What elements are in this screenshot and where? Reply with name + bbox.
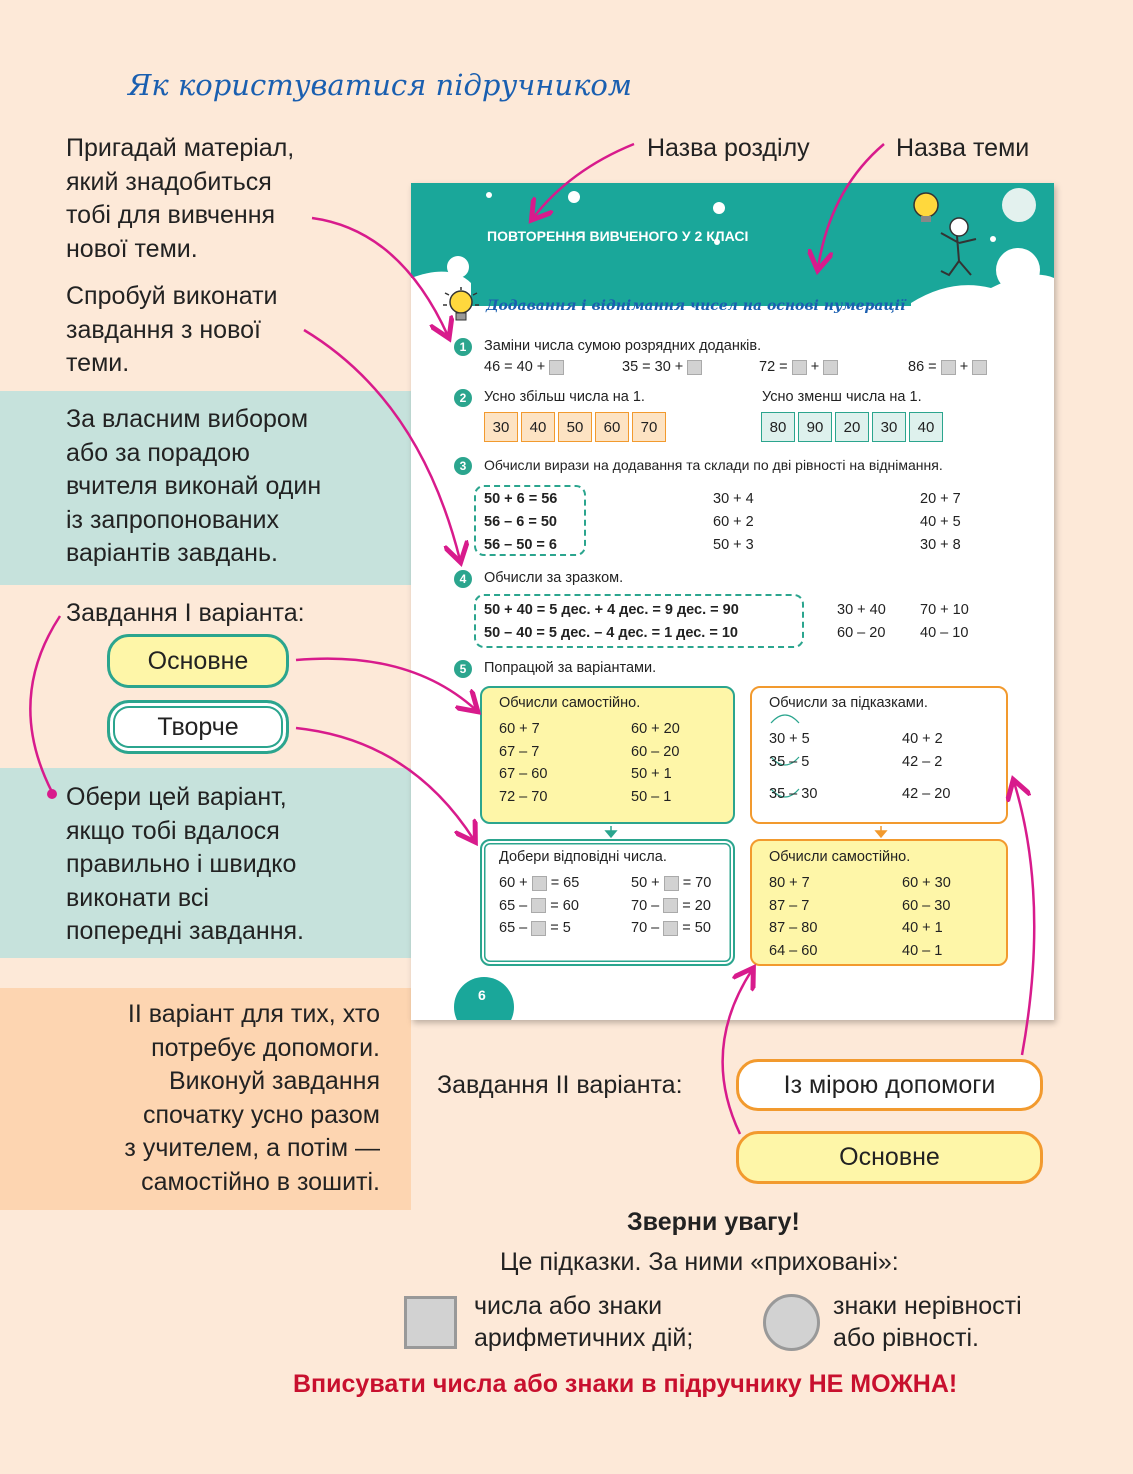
- choice-text: За власним вибором або за порадою вчителя виконай один із запропонованих варіантів завдань.: [66, 405, 322, 567]
- variant2-basic-pill: Основне: [736, 1131, 1043, 1184]
- creative-note: Обери цей варіант, якщо тобі вдалося правильно і швидко виконати всі попередні завдання.: [66, 783, 304, 945]
- task1-item: 72 = +: [759, 359, 838, 375]
- task-number: 1: [454, 338, 472, 356]
- notice-heading: Зверни увагу!: [627, 1208, 800, 1236]
- topic-title: Додавання і віднімання чисел на основі нумерації: [486, 298, 906, 314]
- task-number: 3: [454, 457, 472, 475]
- number-cell: 80: [761, 412, 795, 442]
- box-title: Добери відповідні числа.: [499, 849, 667, 865]
- task-number: 4: [454, 570, 472, 588]
- circle-hint-icon: [763, 1294, 820, 1351]
- task1-item: 86 = +: [908, 359, 987, 375]
- task3-col3: 20 + 7 40 + 5 30 + 8: [920, 491, 961, 553]
- variant2-help-pill: Із мірою допомоги: [736, 1059, 1043, 1111]
- task3-text: Обчисли вирази на додавання та склади по дві рівності на віднімання.: [484, 457, 943, 473]
- circle-hint-text: знаки нерівності або рівності.: [833, 1292, 1022, 1352]
- box-col-a: 60 + = 65 65 – = 60 65 – = 5: [499, 875, 580, 936]
- variant2-label: Завдання ІІ варіанта:: [437, 1071, 683, 1099]
- section-name-label: Назва розділу: [647, 134, 810, 162]
- task2-text-b: Усно зменш числа на 1.: [762, 389, 922, 405]
- task4-sample: 50 + 40 = 5 дес. + 4 дес. = 9 дес. = 90 50 – 40 = 5 дес. – 4 дес. = 1 дес. = 10: [484, 602, 739, 641]
- topic-name-label: Назва теми: [896, 134, 1030, 162]
- page-title: Як користуватися підручником: [128, 68, 632, 102]
- number-cell: 90: [798, 412, 832, 442]
- task1-text: Заміни числа сумою розрядних доданків.: [484, 338, 762, 354]
- number-cell: 40: [521, 412, 555, 442]
- task3-col2: 30 + 4 60 + 2 50 + 3: [713, 491, 754, 553]
- box-title: Обчисли самостійно.: [769, 849, 911, 865]
- box-col-a: 30 + 5 35 – 5 35 – 30: [769, 731, 818, 802]
- recall-text: Пригадай матеріал, який знадобиться тобі для вивчення нової теми.: [66, 134, 295, 263]
- box-col-a: 60 + 7 67 – 7 67 – 60 72 – 70: [499, 721, 548, 805]
- task3-sample: 50 + 6 = 56 56 – 6 = 50 56 – 50 = 6: [484, 491, 558, 553]
- variant2-note: ІІ варіант для тих, хто потребує допомоги. Виконуй завдання спочатку усно разом з учителем, а потім — самостійно в зошиті.: [124, 1000, 380, 1196]
- warning-text: Вписувати числа або знаки в підручнику НЕ МОЖНА!: [293, 1370, 958, 1398]
- task-number: 5: [454, 660, 472, 678]
- box-title: Обчисли за підказками.: [769, 695, 928, 711]
- task4-col3: 70 + 10 40 – 10: [920, 602, 969, 641]
- box-col-b: 40 + 2 42 – 2 42 – 20: [902, 731, 951, 802]
- chapter-heading: ПОВТОРЕННЯ ВИВЧЕНОГО У 2 КЛАСІ: [487, 228, 749, 244]
- task1-item: 35 = 30 +: [622, 359, 702, 375]
- task-number: 2: [454, 389, 472, 407]
- task1-item: 46 = 40 +: [484, 359, 564, 375]
- number-cell: 30: [872, 412, 906, 442]
- task4-col2: 30 + 40 60 – 20: [837, 602, 886, 641]
- box-col-b: 50 + = 70 70 – = 20 70 – = 50: [631, 875, 712, 936]
- page-number: 6: [478, 987, 486, 1003]
- box-title: Обчисли самостійно.: [499, 695, 641, 711]
- variant1-basic-pill: Основне: [107, 634, 289, 688]
- number-cell: 70: [632, 412, 666, 442]
- number-cell: 40: [909, 412, 943, 442]
- task5-text: Попрацюй за варіантами.: [484, 660, 657, 676]
- number-cell: 50: [558, 412, 592, 442]
- try-new-text: Спробуй виконати завдання з нової теми.: [66, 282, 278, 377]
- number-cell: 30: [484, 412, 518, 442]
- square-hint-text: числа або знаки арифметичних дій;: [474, 1292, 694, 1352]
- number-cell: 20: [835, 412, 869, 442]
- variant1-creative-pill: Творче: [107, 700, 289, 754]
- box-col-b: 60 + 20 60 – 20 50 + 1 50 – 1: [631, 721, 680, 805]
- box-col-b: 60 + 30 60 – 30 40 + 1 40 – 1: [902, 875, 951, 959]
- task4-text: Обчисли за зразком.: [484, 570, 624, 586]
- notice-line: Це підказки. За ними «приховані»:: [500, 1248, 899, 1276]
- box-col-a: 80 + 7 87 – 7 87 – 80 64 – 60: [769, 875, 818, 959]
- square-hint-icon: [404, 1296, 457, 1349]
- variant1-label: Завдання І варіанта:: [66, 599, 305, 627]
- task2-text-a: Усно збільш числа на 1.: [484, 389, 645, 405]
- number-cell: 60: [595, 412, 629, 442]
